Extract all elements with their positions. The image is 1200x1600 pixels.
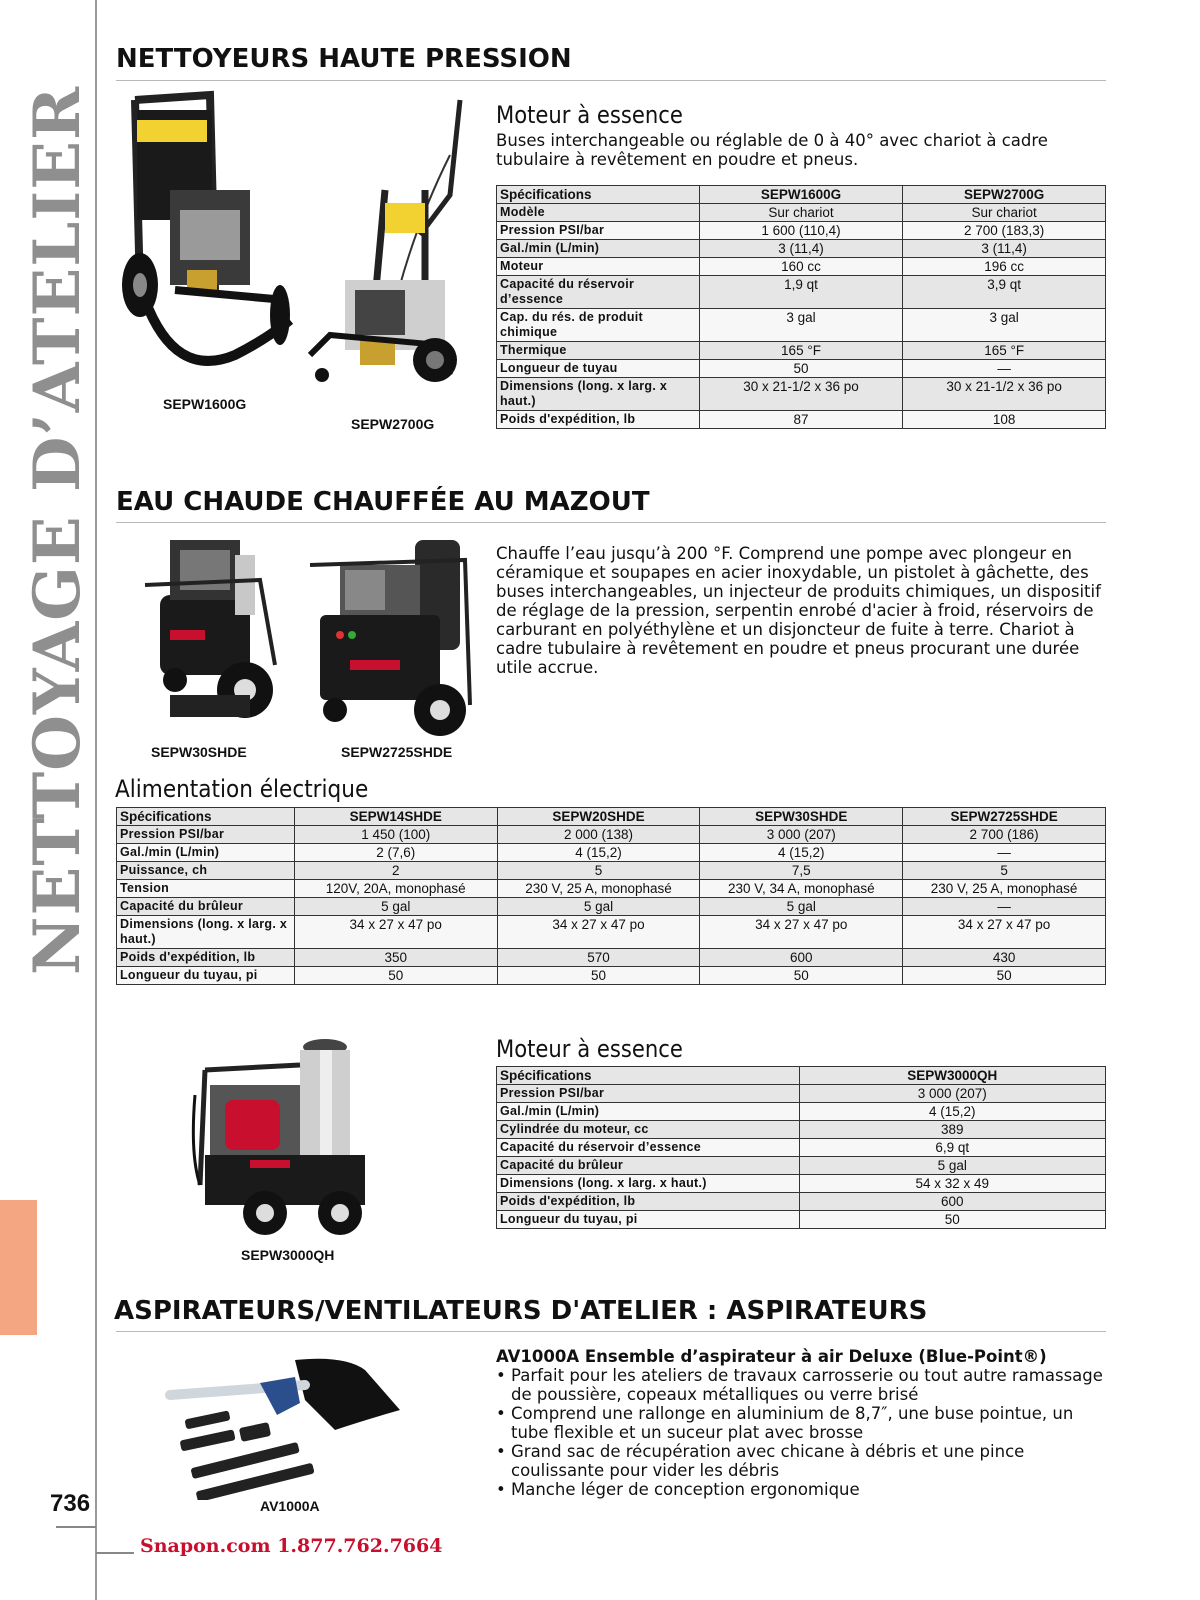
table-cell: 6,9 qt (799, 1139, 1106, 1157)
row-label: Pression PSI/bar (497, 222, 700, 240)
row-label: Pression PSI/bar (117, 826, 295, 844)
table-cell: — (903, 898, 1106, 916)
table-cell: 34 x 27 x 47 po (497, 916, 700, 949)
table-cell: 165 °F (699, 342, 903, 360)
row-label: Gal./min (L/min) (117, 844, 295, 862)
table-cell: 5 (903, 862, 1106, 880)
caption-sepw2700g: SEPW2700G (351, 416, 435, 432)
table-cell: 230 V, 34 A, monophasé (700, 880, 903, 898)
section-rule (116, 522, 1106, 523)
table-cell: 1 450 (100) (294, 826, 497, 844)
table-header: SEPW14SHDE (294, 808, 497, 826)
list-item: • Comprend une rallonge en aluminium de 8,7″, une buse pointue, un tube flexible et un suceur plat avec brosse (496, 1404, 1106, 1442)
row-label: Capacité du brûleur (117, 898, 295, 916)
table-cell: 3 (11,4) (699, 240, 903, 258)
feature-list (496, 1366, 1106, 1499)
table-cell: Sur chariot (903, 204, 1106, 222)
row-label: Gal./min (L/min) (497, 240, 700, 258)
table-cell: 50 (699, 360, 903, 378)
table-cell: 50 (700, 967, 903, 985)
product-title-av1000a: AV1000A Ensemble d’aspirateur à air Deluxe (Blue-Point®) (496, 1347, 1047, 1366)
caption-sepw3000qh: SEPW3000QH (241, 1247, 335, 1263)
hot-water-washer-sepw2725shde-image (310, 535, 475, 740)
table-cell: 120V, 20A, monophasé (294, 880, 497, 898)
table-cell: 230 V, 25 A, monophasé (497, 880, 700, 898)
hot-water-washer-sepw3000qh-image (190, 1035, 375, 1240)
page-number-rule (56, 1526, 96, 1528)
table-cell: 3,9 qt (903, 276, 1106, 309)
table-cell: 2 (7,6) (294, 844, 497, 862)
table-cell: 165 °F (903, 342, 1106, 360)
row-label: Modèle (497, 204, 700, 222)
table-cell: 1 600 (110,4) (699, 222, 903, 240)
row-label: Gal./min (L/min) (497, 1103, 800, 1121)
row-label: Longueur de tuyau (497, 360, 700, 378)
table-cell: 34 x 27 x 47 po (903, 916, 1106, 949)
table-cell: 570 (497, 949, 700, 967)
table-cell: 3 gal (903, 309, 1106, 342)
row-label: Longueur du tuyau, pi (117, 967, 295, 985)
table-header: SEPW3000QH (799, 1067, 1106, 1085)
section-side-title: NETTOYAGE D’ATELIER (20, 85, 95, 975)
table-cell: 3 000 (207) (700, 826, 903, 844)
table-header: SEPW30SHDE (700, 808, 903, 826)
section-rule (116, 1331, 1106, 1332)
subtitle-electric: Alimentation électrique (115, 775, 369, 803)
row-label: Poids d'expédition, lb (497, 1193, 800, 1211)
table-cell: 600 (700, 949, 903, 967)
table-cell: 2 700 (186) (903, 826, 1106, 844)
table-cell: 50 (799, 1211, 1106, 1229)
table-cell: 196 cc (903, 258, 1106, 276)
table-cell: 50 (497, 967, 700, 985)
table-cell: 34 x 27 x 47 po (700, 916, 903, 949)
table-cell: — (903, 360, 1106, 378)
margin-divider (95, 0, 97, 1600)
row-label: Dimensions (long. x larg. x haut.) (497, 378, 700, 411)
table-cell: 4 (15,2) (700, 844, 903, 862)
caption-sepw30shde: SEPW30SHDE (151, 744, 247, 760)
table-cell: 600 (799, 1193, 1106, 1211)
row-label: Longueur du tuyau, pi (497, 1211, 800, 1229)
table-cell: 1,9 qt (699, 276, 903, 309)
table-cell: 34 x 27 x 47 po (294, 916, 497, 949)
table-header: Spécifications (497, 186, 700, 204)
table-header: Spécifications (117, 808, 295, 826)
air-vacuum-av1000a-image (165, 1355, 405, 1500)
table-header: SEPW1600G (699, 186, 903, 204)
table-cell: 3 000 (207) (799, 1085, 1106, 1103)
table-cell: 5 gal (294, 898, 497, 916)
row-label: Capacité du brûleur (497, 1157, 800, 1175)
row-label: Tension (117, 880, 295, 898)
table-cell: 2 000 (138) (497, 826, 700, 844)
pressure-washer-sepw2700g-image (300, 95, 480, 395)
table-cell: 50 (294, 967, 497, 985)
table-cell: 30 x 21-1/2 x 36 po (699, 378, 903, 411)
row-label: Dimensions (long. x larg. x haut.) (497, 1175, 800, 1193)
table-cell: 389 (799, 1121, 1106, 1139)
table-header: SEPW2700G (903, 186, 1106, 204)
table-cell: 5 gal (799, 1157, 1106, 1175)
row-label: Poids d'expédition, lb (117, 949, 295, 967)
row-label: Capacité du réservoir d’essence (497, 1139, 800, 1157)
chapter-tab (0, 1200, 37, 1335)
table-cell: 5 gal (700, 898, 903, 916)
table-cell: 430 (903, 949, 1106, 967)
section-rule (116, 80, 1106, 81)
row-label: Poids d'expédition, lb (497, 411, 700, 429)
row-label: Moteur (497, 258, 700, 276)
row-label: Thermique (497, 342, 700, 360)
page-number: 736 (50, 1490, 91, 1517)
row-label: Cylindrée du moteur, cc (497, 1121, 800, 1139)
table-cell: Sur chariot (699, 204, 903, 222)
list-item: • Grand sac de récupération avec chicane à débris et une pince coulissante pour vider les débris (496, 1442, 1106, 1480)
table-header: SEPW2725SHDE (903, 808, 1106, 826)
table-cell: 2 700 (183,3) (903, 222, 1106, 240)
table-cell: 108 (903, 411, 1106, 429)
section-title-pressure-washers: NETTOYEURS HAUTE PRESSION (116, 44, 572, 74)
list-item: • Manche léger de conception ergonomique (496, 1480, 1106, 1499)
table-cell: 2 (294, 862, 497, 880)
hot-water-washer-sepw30shde-image (140, 535, 280, 735)
table-cell: 54 x 32 x 49 (799, 1175, 1106, 1193)
table-cell: — (903, 844, 1106, 862)
table-cell: 50 (903, 967, 1106, 985)
section-title-vacuums: ASPIRATEURS/VENTILATEURS D'ATELIER : ASPIRATEURS (114, 1296, 928, 1326)
table-cell: 3 (11,4) (903, 240, 1106, 258)
table-cell: 230 V, 25 A, monophasé (903, 880, 1106, 898)
description-gas-washers: Buses interchangeable ou réglable de 0 à 40° avec chariot à cadre tubulaire à revêtement en poudre et pneus. (496, 131, 1048, 169)
subtitle-gas-engine-2: Moteur à essence (496, 1035, 683, 1063)
caption-av1000a: AV1000A (260, 1498, 320, 1514)
spec-table-sepw-gas (496, 185, 1106, 429)
subtitle-gas-engine: Moteur à essence (496, 101, 683, 129)
caption-sepw1600g: SEPW1600G (163, 396, 247, 412)
section-title-hot-water: EAU CHAUDE CHAUFFÉE AU MAZOUT (116, 487, 650, 517)
list-item: • Parfait pour les ateliers de travaux carrosserie ou tout autre ramassage de poussière, copeaux métalliques ou verre brisé (496, 1366, 1106, 1404)
table-cell: 4 (15,2) (799, 1103, 1106, 1121)
row-label: Pression PSI/bar (497, 1085, 800, 1103)
table-cell: 5 (497, 862, 700, 880)
row-label: Capacité du réservoir d’essence (497, 276, 700, 309)
table-cell: 7,5 (700, 862, 903, 880)
spec-table-electric (116, 807, 1106, 985)
table-header: Spécifications (497, 1067, 800, 1085)
footer-rule (96, 1552, 134, 1554)
description-hot-water: Chauffe l’eau jusqu’à 200 °F. Comprend une pompe avec plongeur en céramique et soupapes en acier inoxydable, un pistolet à gâchette, des buses interchangeables, un injecteur de produits chimiques, un dispositif de réglage de la pression, serpentin enrobé d'acier à froid, réservoirs de carburant en polyéthylène et un disjoncteur de fuite à terre. Chariot à cadre tubulaire à revêtement en poudre et pneus procurant une durée utile accrue. (496, 544, 1101, 677)
table-cell: 87 (699, 411, 903, 429)
table-header: SEPW20SHDE (497, 808, 700, 826)
row-label: Puissance, ch (117, 862, 295, 880)
table-cell: 350 (294, 949, 497, 967)
table-cell: 3 gal (699, 309, 903, 342)
table-cell: 5 gal (497, 898, 700, 916)
table-cell: 160 cc (699, 258, 903, 276)
table-cell: 4 (15,2) (497, 844, 700, 862)
pressure-washer-sepw1600g-image (115, 90, 305, 385)
table-cell: 30 x 21-1/2 x 36 po (903, 378, 1106, 411)
footer-contact[interactable]: Snapon.com 1.877.762.7664 (140, 1535, 443, 1557)
row-label: Cap. du rés. de produit chimique (497, 309, 700, 342)
caption-sepw2725shde: SEPW2725SHDE (341, 744, 453, 760)
spec-table-sepw3000qh (496, 1066, 1106, 1229)
row-label: Dimensions (long. x larg. x haut.) (117, 916, 295, 949)
